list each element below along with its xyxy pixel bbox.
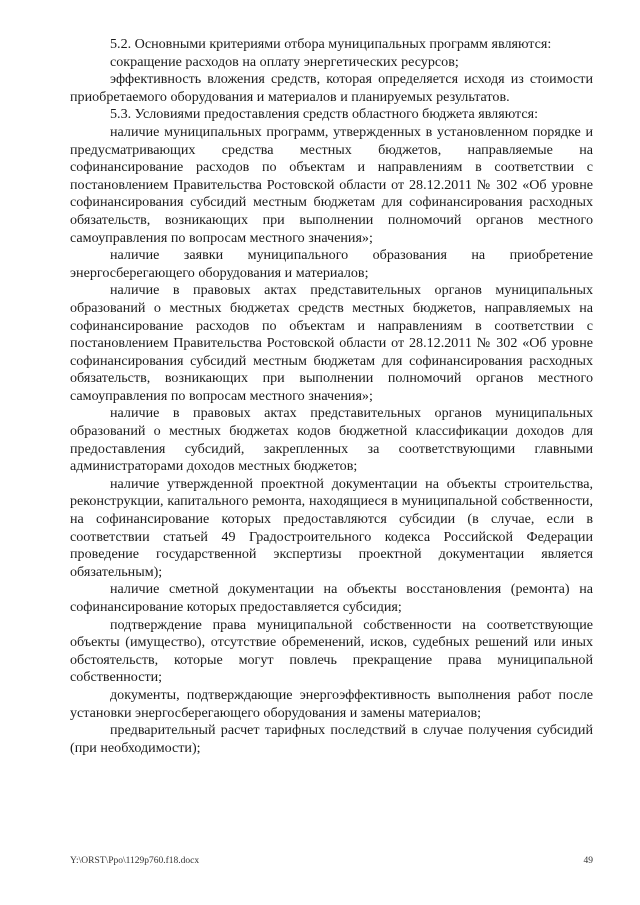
paragraph-5-3: 5.3. Условиями предоставления средств областного бюджета являются:	[110, 106, 539, 123]
footer-page-number: 49	[583, 856, 593, 866]
paragraph-condition-3: наличие в правовых актах представительных органов муниципальных образований о местных бюджетах средств местных бюджетов, направляемых на софинансирование расходов по объектам и направлениям в соответствии с постановлением Правительства Ростовской области от 28.12.2011 № 302 «Об уровне софинансирования субсидий местным бюджетам для софинансирования расходных обязательств, возникающих при выполнении полномочий органов местного самоуправления по вопросам местного значения»;	[70, 282, 593, 404]
paragraph-condition-6: наличие сметной документации на объекты восстановления (ремонта) на софинансирование которых предоставляется субсидия;	[70, 581, 593, 615]
paragraph-condition-5: наличие утвержденной проектной документации на объекты строительства, реконструкции, капитального ремонта, находящиеся в муниципальной собственности, на софинансирование которых предоставляются субсидии (в случае, если в соответствии статьей 49 Градостроительного кодекса Российской Федерации проведение государственной экспертизы проектной документации является обязательным);	[70, 475, 593, 580]
paragraph-condition-4: наличие в правовых актах представительных органов муниципальных образований о местных бюджетах кодов бюджетной классификации доходов для предоставления субсидий, закрепленных за соответствующими главными администраторами доходов местных бюджетов;	[70, 405, 593, 475]
paragraph-5-2: 5.2. Основными критериями отбора муниципальных программ являются:	[110, 36, 552, 52]
paragraph-criterion-1: сокращение расходов на оплату энергетических ресурсов;	[110, 53, 459, 70]
page-footer	[70, 855, 593, 867]
paragraph-condition-7: подтверждение права муниципальной собственности на соответствующие объекты (имущество), отсутствие обременений, исков, судебных решений или иных обстоятельств, которые могут повлечь прекращение права муниципальной собственности;	[70, 616, 593, 686]
paragraph-condition-8: документы, подтверждающие энергоэффективность выполнения работ после установки энергосберегающего оборудования и замены материалов;	[70, 686, 593, 721]
paragraph-criterion-2: эффективность вложения средств, которая определяется исходя из стоимости приобретаемого оборудования и материалов и планируемых результатов.	[70, 71, 593, 105]
footer-file-path: Y:\ORST\Ppo\1129p760.f18.docx	[70, 856, 200, 866]
document-body	[70, 36, 593, 757]
paragraph-condition-9: предварительный расчет тарифных последствий в случае получения субсидий (при необходимости);	[70, 722, 593, 756]
paragraph-condition-1: наличие муниципальных программ, утвержденных в установленном порядке и предусматривающих средства местных бюджетов, направляемые на софинансирование расходов по объектам и направлениям в соответствии с постановлением Правительства Ростовской области от 28.12.2011 № 302 «Об уровне софинансирования субсидий местным бюджетам для софинансирования расходных обязательств, возникающих при выполнении полномочий органов местного самоуправления по вопросам местного значения»;	[70, 123, 593, 246]
paragraph-condition-2: наличие заявки муниципального образования на приобретение энергосберегающего оборудования и материалов;	[70, 247, 593, 281]
